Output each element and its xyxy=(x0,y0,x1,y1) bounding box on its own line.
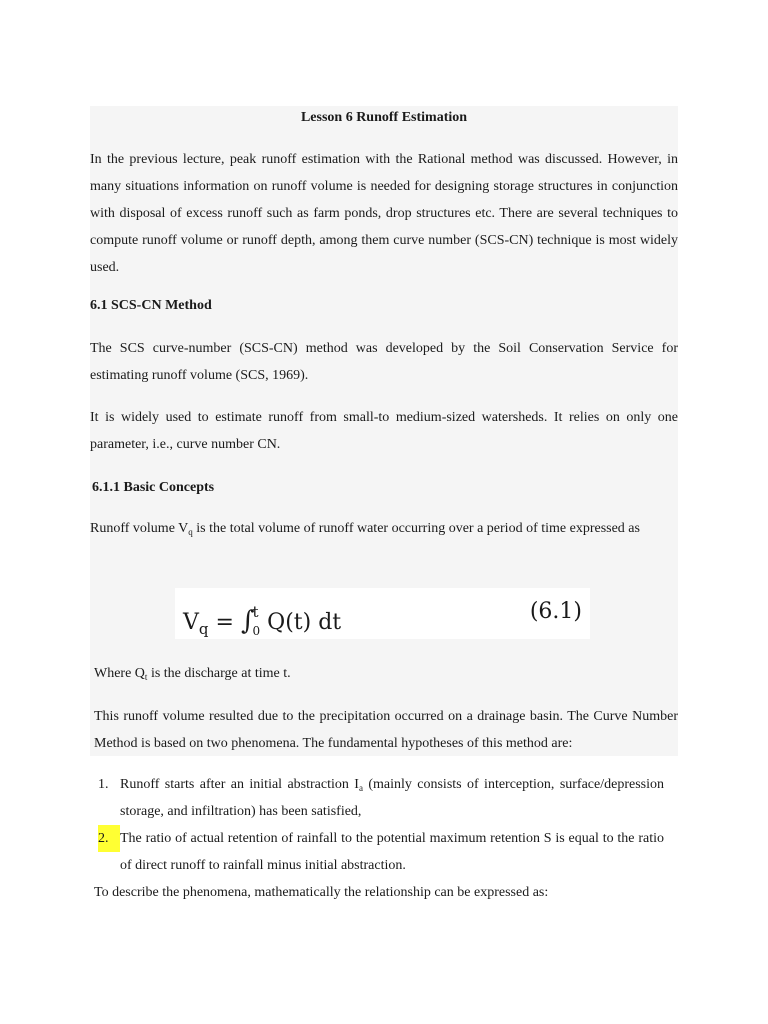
intro-paragraph: In the previous lecture, peak runoff estimation with the Rational method was discussed. However, in many situations information on runoff volume is needed for designing storage structures in conjunction with disposal of excess runoff such as farm ponds, drop structures etc. There are several techniques to compute runoff volume or runoff depth, among them curve number (SCS-CN) technique is most widely used. xyxy=(90,152,678,275)
runoff-volume-text-start: Runoff volume V xyxy=(90,521,189,536)
discharge-text-start: Where Q xyxy=(94,666,145,681)
scs-cn-description: The SCS curve-number (SCS-CN) method was developed by the Soil Conservation Service for estimating runoff volume (SCS, 1969). xyxy=(90,341,678,383)
runoff-volume-text-end: is the total volume of runoff water occurring over a period of time expressed as xyxy=(192,521,640,536)
discharge-definition xyxy=(94,660,682,687)
section-6-1-heading: 6.1 SCS-CN Method xyxy=(90,298,212,313)
integrand: Q(t) dt xyxy=(267,610,342,635)
list-item-2 xyxy=(98,825,664,879)
list-item-1 xyxy=(98,771,664,825)
runoff-volume-subscript: q xyxy=(188,527,193,537)
list-item-1-text-start: Runoff starts after an initial abstraction I xyxy=(120,777,359,792)
discharge-text-end: is the discharge at time t. xyxy=(147,666,291,681)
equation-var-subscript: q xyxy=(198,620,209,638)
list-item-1-text-end: (mainly consists of interception, surface/depression storage, and infiltration) has been satisfied, xyxy=(120,777,664,819)
equation-number: (6.1) xyxy=(529,599,582,624)
discharge-subscript: t xyxy=(144,672,148,682)
closing-sentence: To describe the phenomena, mathematically the relationship can be expressed as: xyxy=(94,885,549,900)
list-item-1-number: 1. xyxy=(98,777,109,792)
equation-var: V xyxy=(183,610,199,635)
equation-6-1 xyxy=(175,588,590,639)
equation-equals: = xyxy=(215,610,234,635)
runoff-volume-definition xyxy=(90,515,678,542)
integral-lower-limit: 0 xyxy=(252,624,261,638)
phenomena-paragraph: This runoff volume resulted due to the precipitation occurred on a drainage basin. The Curve Number Method is based on two phenomena. The fundamental hypotheses of this method are: xyxy=(94,709,678,751)
list-item-2-number: 2. xyxy=(98,825,120,852)
integral-upper-limit: t xyxy=(252,603,259,621)
equation-expression xyxy=(183,592,341,651)
section-6-1-1-heading: 6.1.1 Basic Concepts xyxy=(92,480,215,495)
scs-cn-usage: It is widely used to estimate runoff from small-to medium-sized watersheds. It relies on only one parameter, i.e., curve number CN. xyxy=(90,410,678,452)
integral-sign: ∫ xyxy=(240,606,255,636)
lesson-title: Lesson 6 Runoff Estimation xyxy=(300,110,468,125)
list-item-2-text: The ratio of actual retention of rainfall to the potential maximum retention S is equal to the ratio of direct runoff to rainfall minus initial abstraction. xyxy=(120,831,664,873)
list-item-1-subscript: a xyxy=(358,783,363,793)
list-item-1-text xyxy=(120,771,664,825)
